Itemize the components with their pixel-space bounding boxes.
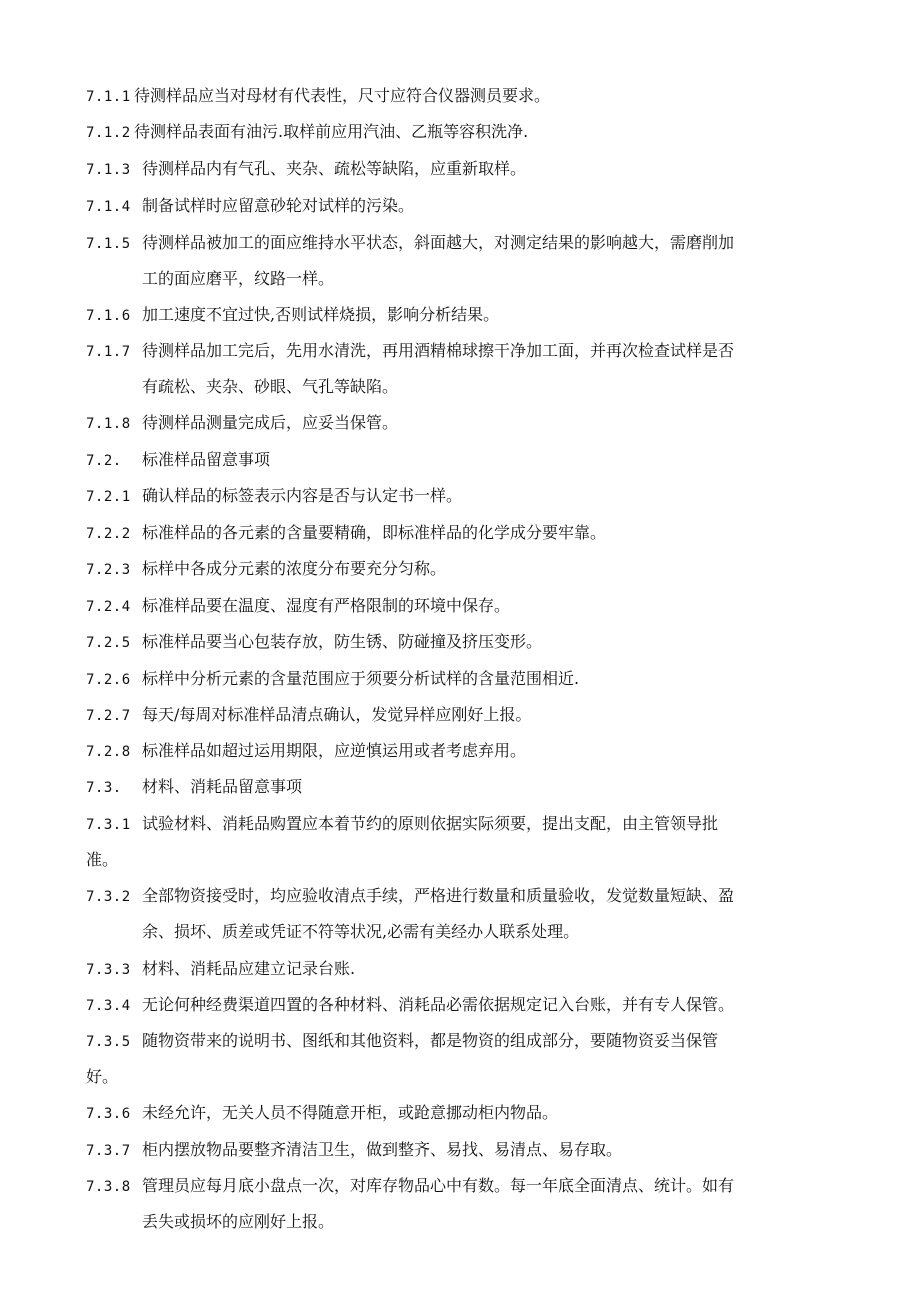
list-item [86, 951, 834, 988]
item-text: 材料、消耗品应建立记录台账. [142, 959, 356, 978]
item-text: 无论何种经费渠道四置的各种材料、消耗品必需依据规定记入台账，并有专人保管。 [142, 995, 735, 1014]
item-text: 待测样品加工完后，先用水清洗，再用酒精棉球擦干净加工面，并再次检查试样是否 [142, 341, 735, 360]
item-number: 7.3.3 [86, 962, 131, 978]
item-text: 每天/每周对标准样品清点确认，发觉异样应刚好上报。 [142, 705, 532, 724]
item-number: 7.3. [86, 780, 122, 796]
list-item [86, 1095, 834, 1132]
list-item [86, 188, 834, 225]
list-item [86, 297, 834, 334]
list-item [86, 661, 834, 698]
item-text: 标准样品要在温度、湿度有严格限制的环境中保存。 [142, 596, 511, 615]
item-text: 柜内摆放物品要整齐清洁卫生，做到整齐、易找、易清点、易存取。 [142, 1140, 623, 1159]
list-item [86, 806, 834, 843]
item-number: 7.2. [86, 453, 122, 469]
section-heading [86, 769, 834, 806]
item-number: 7.2.6 [86, 672, 131, 688]
item-number: 7.2.2 [86, 526, 131, 542]
item-text-continuation: 丢失或损坏的应刚好上报。 [142, 1212, 335, 1231]
list-item [86, 697, 834, 734]
item-number: 7.1.8 [86, 416, 131, 432]
item-text: 待测样品表面有油污.取样前应用汽油、乙瓶等容积洗净. [134, 122, 529, 141]
list-item [86, 733, 834, 770]
item-text: 标样中各成分元素的浓度分布要充分匀称。 [142, 559, 447, 578]
list-item [86, 878, 834, 915]
item-number: 7.3.1 [86, 817, 131, 833]
item-text: 待测样品内有气孔、夹杂、疏松等缺陷，应重新取样。 [142, 159, 527, 178]
item-text-continuation: 准。 [86, 850, 119, 869]
item-number: 7.1.2 [86, 125, 131, 141]
item-number: 7.2.4 [86, 599, 131, 615]
item-text-continuation: 余、损坏、质差或凭证不符等状况,必需有美经办人联系处理。 [142, 922, 580, 941]
item-text: 加工速度不宜过快,否则试样烧损，影响分析结果。 [142, 305, 500, 324]
list-item [86, 1168, 834, 1205]
item-number: 7.3.7 [86, 1143, 131, 1159]
list-item [86, 151, 834, 188]
item-number: 7.2.3 [86, 562, 131, 578]
list-item [86, 405, 834, 442]
item-number: 7.1.7 [86, 344, 131, 360]
item-text: 标准样品留意事项 [142, 450, 271, 469]
item-text: 试验材料、消耗品购置应本着节约的原则依据实际须要，提出支配，由主管领导批 [142, 814, 719, 833]
item-text-continuation: 工的面应磨平，纹路一样。 [142, 269, 335, 288]
item-text: 未经允许，无关人员不得随意开柜，或跄意挪动柜内物品。 [142, 1103, 559, 1122]
list-item [86, 225, 834, 262]
item-text: 随物资带来的说明书、图纸和其他资料，都是物资的组成部分，要随物资妥当保管 [142, 1031, 719, 1050]
item-number: 7.3.5 [86, 1034, 131, 1050]
item-text: 标准样品的各元素的含量要精确，即标准样品的化学成分要牢靠。 [142, 523, 607, 542]
item-number: 7.2.1 [86, 489, 131, 505]
item-text: 制备试样时应留意砂轮对试样的污染。 [142, 196, 415, 215]
list-item [86, 515, 834, 552]
item-number: 7.1.5 [86, 236, 131, 252]
item-text: 管理员应每月底小盘点一次，对库存物品心中有数。每一年底全面清点、统计。如有 [142, 1176, 735, 1195]
list-item [86, 114, 834, 151]
item-text-continuation: 有疏松、夹杂、砂眼、气孔等缺陷。 [142, 377, 399, 396]
item-text: 全部物资接受时，均应验收清点手续，严格进行数量和质量验收，发觉数量短缺、盈 [142, 886, 735, 905]
item-text: 待测样品应当对母材有代表性，尺寸应符合仪器测员要求。 [134, 86, 551, 105]
item-text-continuation: 好。 [86, 1067, 119, 1086]
item-number: 7.1.6 [86, 308, 131, 324]
item-number: 7.1.1 [86, 89, 131, 105]
list-item [86, 551, 834, 588]
item-number: 7.2.7 [86, 708, 131, 724]
item-number: 7.3.2 [86, 889, 131, 905]
item-number: 7.3.4 [86, 998, 131, 1014]
section-heading [86, 442, 834, 479]
list-item [86, 333, 834, 370]
item-text: 材料、消耗品留意事项 [142, 777, 303, 796]
item-number: 7.3.8 [86, 1179, 131, 1195]
item-text: 待测样品测量完成后，应妥当保管。 [142, 413, 399, 432]
item-number: 7.2.5 [86, 635, 131, 651]
item-text: 标准样品要当心包装存放，防生锈、防碰撞及挤压变形。 [142, 632, 543, 651]
list-item [86, 478, 834, 515]
item-number: 7.1.4 [86, 199, 131, 215]
item-number: 7.2.8 [86, 744, 131, 760]
item-text: 确认样品的标签表示内容是否与认定书一样。 [142, 486, 463, 505]
list-item [86, 588, 834, 625]
item-text: 待测样品被加工的面应维持水平状态，斜面越大，对测定结果的影响越大，需磨削加 [142, 233, 735, 252]
list-item [86, 1132, 834, 1169]
list-item [86, 78, 834, 115]
item-number: 7.3.6 [86, 1106, 131, 1122]
list-item [86, 987, 834, 1024]
list-item [86, 1023, 834, 1060]
item-number: 7.1.3 [86, 162, 131, 178]
item-text: 标样中分析元素的含量范围应于须要分析试样的含量范围相近. [142, 669, 580, 688]
list-item [86, 624, 834, 661]
item-text: 标准样品如超过运用期限，应逆慎运用或者考虑弃用。 [142, 741, 527, 760]
